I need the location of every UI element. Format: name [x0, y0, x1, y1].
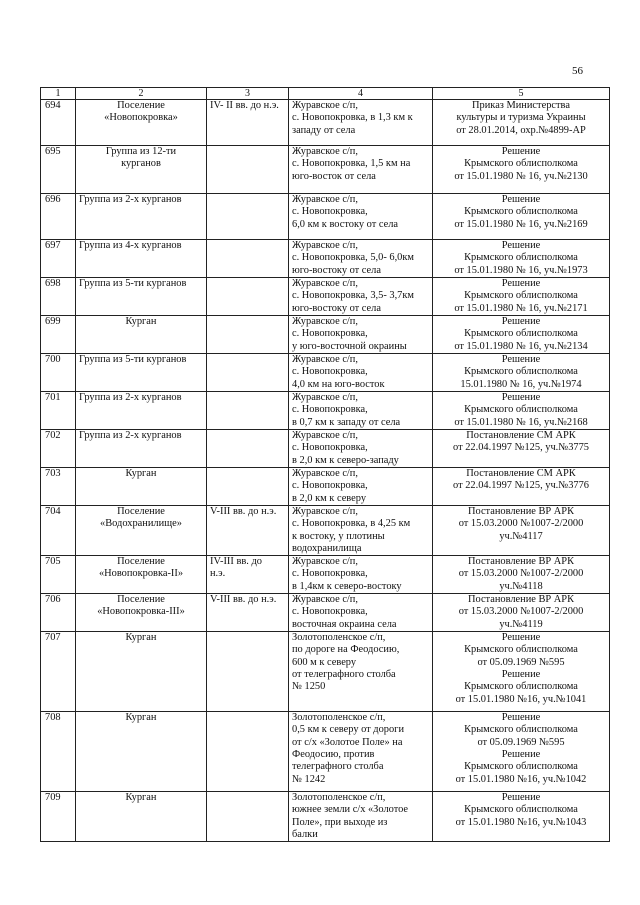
table-row	[41, 556, 610, 594]
monument-name-cell: Группа из 5-ти курганов	[76, 354, 207, 392]
monument-name-cell: Группа из 4-х курганов	[76, 240, 207, 278]
row-number-cell: 704	[41, 506, 76, 556]
protection-document-cell: Решение Крымского облисполкома от 15.01.1980 № 16, уч.№2130	[433, 146, 610, 194]
protection-document-cell: Решение Крымского облисполкома от 15.01.1980 № 16, уч.№2171	[433, 278, 610, 316]
dating-cell	[207, 316, 289, 354]
dating-cell	[207, 146, 289, 194]
location-cell: Журавское с/п, с. Новопокровка, 5,0- 6,0км юго-востоку от села	[289, 240, 433, 278]
row-number-cell: 709	[41, 792, 76, 842]
table-row	[41, 316, 610, 354]
protection-document-cell: Постановление СМ АРК от 22.04.1997 №125, уч.№3776	[433, 468, 610, 506]
dating-cell	[207, 354, 289, 392]
location-cell: Журавское с/п, с. Новопокровка, в 2,0 км к северо-западу	[289, 430, 433, 468]
monument-name-cell: Поселение «Новопокровка-II»	[76, 556, 207, 594]
protection-document-cell: Решение Крымского облисполкома от 05.09.1969 №595 Решение Крымского облисполкома от 15.01.1980 №16, уч.№1042	[433, 712, 610, 792]
protection-document-cell: Приказ Министерства культуры и туризма Украины от 28.01.2014, охр.№4899-АР	[433, 100, 610, 146]
table-row	[41, 278, 610, 316]
row-number-cell: 701	[41, 392, 76, 430]
monument-name-cell: Группа из 5-ти курганов	[76, 278, 207, 316]
dating-cell: IV-III вв. до н.э.	[207, 556, 289, 594]
column-header: 5	[433, 88, 610, 100]
column-header: 3	[207, 88, 289, 100]
monuments-table	[40, 87, 610, 842]
table-row	[41, 430, 610, 468]
dating-cell: V-III вв. до н.э.	[207, 594, 289, 632]
dating-cell	[207, 632, 289, 712]
location-cell: Журавское с/п, с. Новопокровка, в 1,3 км к западу от села	[289, 100, 433, 146]
dating-cell	[207, 792, 289, 842]
protection-document-cell: Решение Крымского облисполкома от 15.01.1980 № 16, уч.№2134	[433, 316, 610, 354]
dating-cell	[207, 240, 289, 278]
protection-document-cell: Решение Крымского облисполкома от 15.01.1980 № 16, уч.№1973	[433, 240, 610, 278]
location-cell: Журавское с/п, с. Новопокровка, в 4,25 км к востоку, у плотины водохранилища	[289, 506, 433, 556]
dating-cell	[207, 278, 289, 316]
protection-document-cell: Постановление ВР АРК от 15.03.2000 №1007-2/2000 уч.№4119	[433, 594, 610, 632]
location-cell: Золотополенское с/п, 0,5 км к северу от дороги от с/х «Золотое Поле» на Феодосию, против телеграфного столба № 1242	[289, 712, 433, 792]
row-number-cell: 703	[41, 468, 76, 506]
row-number-cell: 699	[41, 316, 76, 354]
row-number-cell: 708	[41, 712, 76, 792]
table-row	[41, 632, 610, 712]
dating-cell: IV- II вв. до н.э.	[207, 100, 289, 146]
location-cell: Журавское с/п, с. Новопокровка, у юго-восточной окраины	[289, 316, 433, 354]
location-cell: Журавское с/п, с. Новопокровка, 4,0 км на юго-восток	[289, 354, 433, 392]
location-cell: Журавское с/п, с. Новопокровка, 3,5- 3,7км юго-востоку от села	[289, 278, 433, 316]
monument-name-cell: Курган	[76, 632, 207, 712]
table-row	[41, 240, 610, 278]
table-row	[41, 792, 610, 842]
protection-document-cell: Решение Крымского облисполкома от 15.01.1980 № 16, уч.№2168	[433, 392, 610, 430]
protection-document-cell: Решение Крымского облисполкома от 05.09.1969 №595 Решение Крымского облисполкома от 15.01.1980 №16, уч.№1041	[433, 632, 610, 712]
table-row	[41, 354, 610, 392]
table-row	[41, 194, 610, 240]
protection-document-cell: Постановление ВР АРК от 15.03.2000 №1007-2/2000 уч.№4118	[433, 556, 610, 594]
table-header-row	[41, 88, 610, 100]
protection-document-cell: Решение Крымского облисполкома 15.01.1980 № 16, уч.№1974	[433, 354, 610, 392]
monument-name-cell: Группа из 2-х курганов	[76, 392, 207, 430]
location-cell: Журавское с/п, с. Новопокровка, в 1,4км к северо-востоку	[289, 556, 433, 594]
dating-cell	[207, 430, 289, 468]
location-cell: Журавское с/п, с. Новопокровка, 1,5 км на юго-восток от села	[289, 146, 433, 194]
location-cell: Золотополенское с/п, по дороге на Феодосию, 600 м к северу от телеграфного столба № 1250	[289, 632, 433, 712]
row-number-cell: 706	[41, 594, 76, 632]
row-number-cell: 698	[41, 278, 76, 316]
monument-name-cell: Поселение «Новопокровка-III»	[76, 594, 207, 632]
monument-name-cell: Группа из 12-ти курганов	[76, 146, 207, 194]
row-number-cell: 694	[41, 100, 76, 146]
monument-name-cell: Поселение «Водохранилище»	[76, 506, 207, 556]
monument-name-cell: Группа из 2-х курганов	[76, 430, 207, 468]
protection-document-cell: Постановление ВР АРК от 15.03.2000 №1007-2/2000 уч.№4117	[433, 506, 610, 556]
monument-name-cell: Курган	[76, 316, 207, 354]
dating-cell	[207, 712, 289, 792]
table-row	[41, 392, 610, 430]
protection-document-cell: Постановление СМ АРК от 22.04.1997 №125, уч.№3775	[433, 430, 610, 468]
column-header: 2	[76, 88, 207, 100]
table-row	[41, 100, 610, 146]
column-header: 4	[289, 88, 433, 100]
monument-name-cell: Группа из 2-х курганов	[76, 194, 207, 240]
table-row	[41, 594, 610, 632]
row-number-cell: 700	[41, 354, 76, 392]
table-row	[41, 712, 610, 792]
row-number-cell: 702	[41, 430, 76, 468]
monument-name-cell: Курган	[76, 468, 207, 506]
location-cell: Журавское с/п, с. Новопокровка, восточная окраина села	[289, 594, 433, 632]
row-number-cell: 695	[41, 146, 76, 194]
dating-cell: V-III вв. до н.э.	[207, 506, 289, 556]
protection-document-cell: Решение Крымского облисполкома от 15.01.1980 № 16, уч.№2169	[433, 194, 610, 240]
monument-name-cell: Курган	[76, 712, 207, 792]
column-header: 1	[41, 88, 76, 100]
location-cell: Золотополенское с/п, южнее земли с/х «Золотое Поле», при выходе из балки	[289, 792, 433, 842]
table-row	[41, 146, 610, 194]
row-number-cell: 697	[41, 240, 76, 278]
monument-name-cell: Поселение «Новопокровка»	[76, 100, 207, 146]
row-number-cell: 696	[41, 194, 76, 240]
dating-cell	[207, 194, 289, 240]
dating-cell	[207, 392, 289, 430]
location-cell: Журавское с/п, с. Новопокровка, 6,0 км к востоку от села	[289, 194, 433, 240]
monument-name-cell: Курган	[76, 792, 207, 842]
location-cell: Журавское с/п, с. Новопокровка, в 0,7 км к западу от села	[289, 392, 433, 430]
location-cell: Журавское с/п, с. Новопокровка, в 2,0 км к северу	[289, 468, 433, 506]
table-row	[41, 506, 610, 556]
row-number-cell: 705	[41, 556, 76, 594]
page-number: 56	[572, 65, 583, 77]
table-row	[41, 468, 610, 506]
protection-document-cell: Решение Крымского облисполкома от 15.01.1980 №16, уч.№1043	[433, 792, 610, 842]
dating-cell	[207, 468, 289, 506]
row-number-cell: 707	[41, 632, 76, 712]
